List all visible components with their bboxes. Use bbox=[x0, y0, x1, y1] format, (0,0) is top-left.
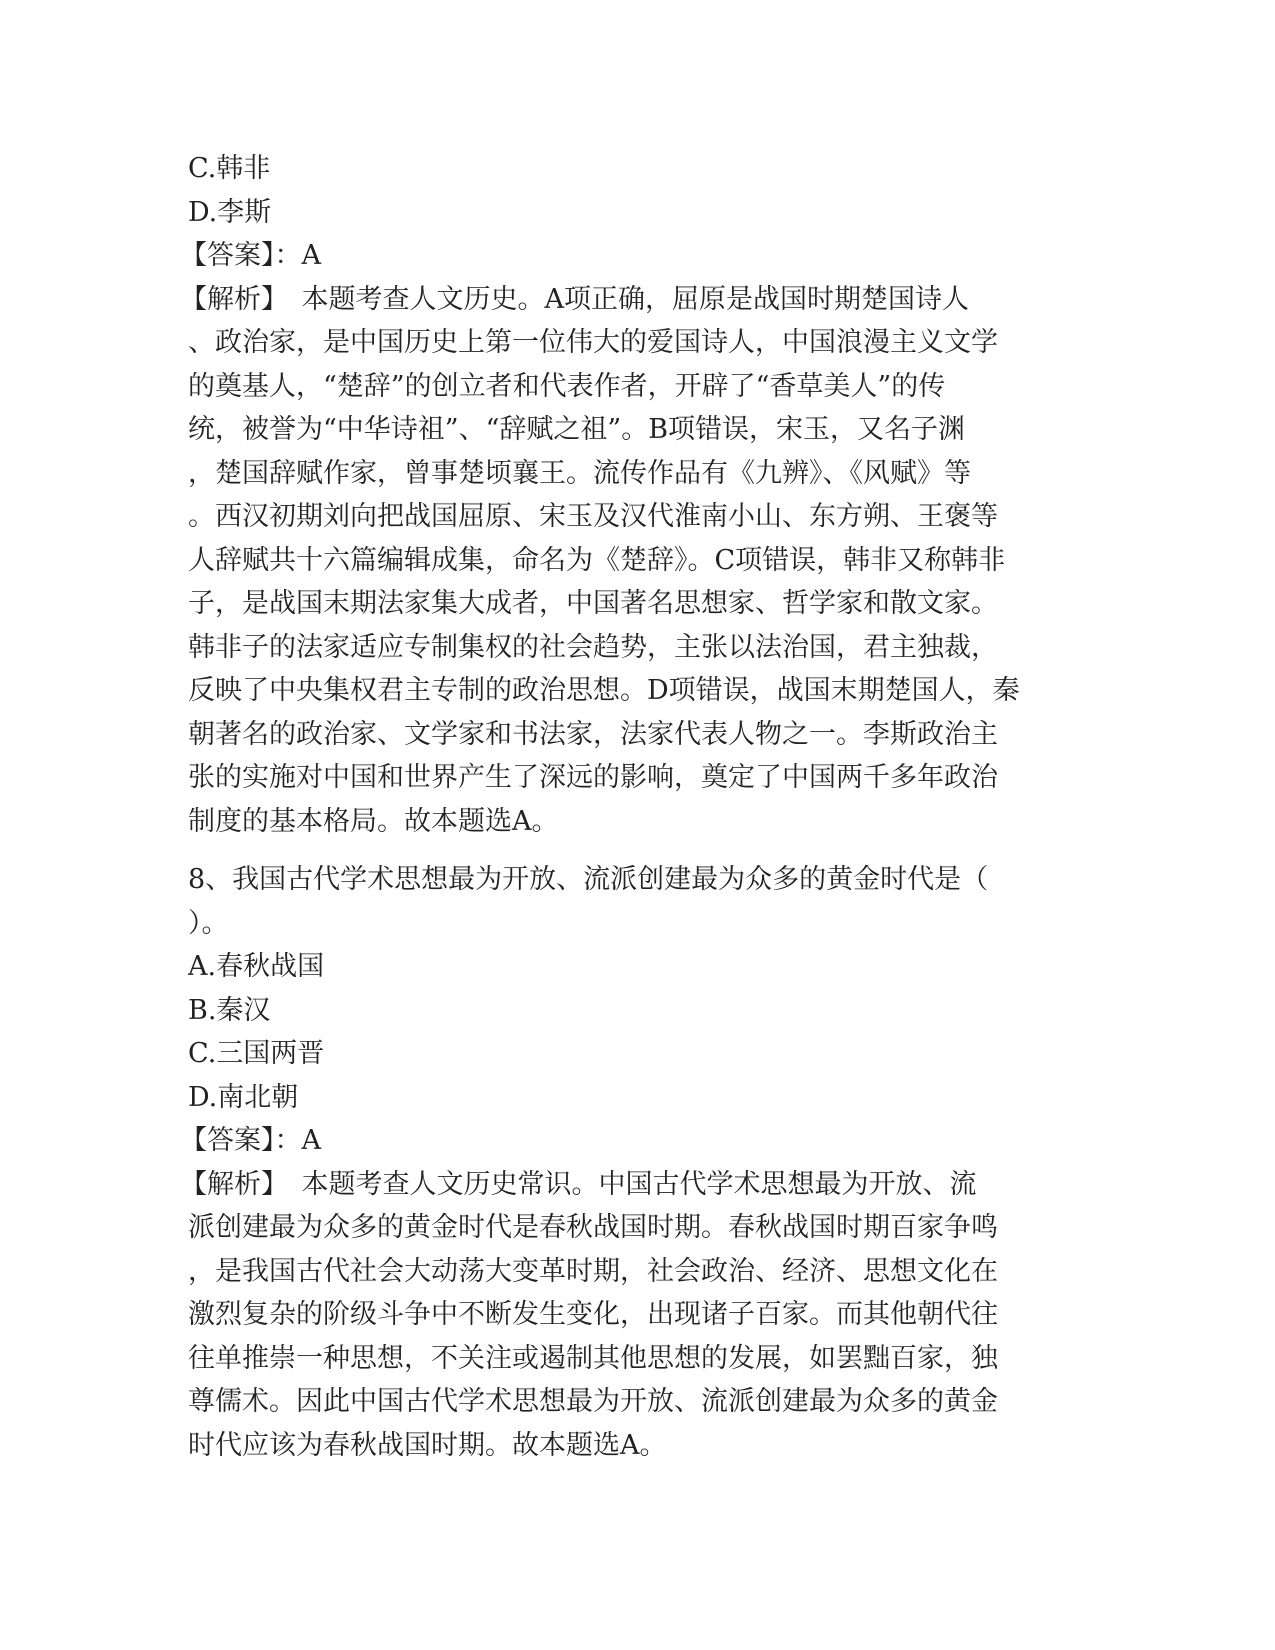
q8-explanation-line: 往单推崇一种思想，不关注或遏制其他思想的发展，如罢黜百家，独 bbox=[188, 1342, 998, 1374]
q7-explanation-line: 反映了中央集权君主专制的政治思想。D项错误，战国末期楚国人，秦 bbox=[188, 675, 1020, 706]
q8-explanation-line: 激烈复杂的阶级斗争中不断发生变化，出现诸子百家。而其他朝代往 bbox=[188, 1299, 998, 1330]
q7-explanation-line: 统，被誉为“中华诗祖”、“辞赋之祖”。B项错误，宋玉，又名子渊 bbox=[188, 414, 966, 445]
q7-explanation-line: 张的实施对中国和世界产生了深远的影响，奠定了中国两千多年政治 bbox=[188, 762, 998, 793]
q7-explanation-line: 朝著名的政治家、文学家和书法家，法家代表人物之一。李斯政治主 bbox=[188, 718, 998, 750]
q8-explanation-line: ，是我国古代社会大动荡大变革时期，社会政治、经济、思想文化在 bbox=[188, 1255, 998, 1287]
q8-option-b: B.秦汉 bbox=[188, 994, 271, 1026]
q7-option-d: D.李斯 bbox=[188, 196, 272, 228]
page-content bbox=[180, 147, 1088, 1467]
q7-explanation-line: 制度的基本格局。故本题选A。 bbox=[188, 805, 559, 837]
q8-answer: 【答案】：A bbox=[180, 1125, 321, 1156]
q7-explanation-line: 子，是战国末期法家集大成者，中国著名思想家、哲学家和散文家。 bbox=[188, 588, 998, 619]
q7-option-c: C.韩非 bbox=[188, 153, 271, 184]
q8-option-a: A.春秋战国 bbox=[188, 951, 325, 982]
q8-option-d: D.南北朝 bbox=[188, 1081, 299, 1113]
q8-explanation-line: 时代应该为春秋战国时期。故本题选A。 bbox=[188, 1429, 667, 1461]
q7-explanation-line: 人辞赋共十六篇编辑成集，命名为《楚辞》。C项错误，韩非又称韩非 bbox=[188, 544, 1006, 576]
q7-explanation bbox=[180, 278, 1088, 844]
q7-explanation-line: ，楚国辞赋作家，曾事楚顷襄王。流传作品有《九辨》、《风赋》等 bbox=[188, 457, 971, 489]
q8-question-line: 8、我国古代学术思想最为开放、流派创建最为众多的黄金时代是（ bbox=[188, 864, 989, 895]
q7-explanation-line: 【解析】 本题考查人文历史。A项正确，屈原是战国时期楚国诗人 bbox=[180, 283, 969, 315]
q8-question-line: ）。 bbox=[188, 907, 229, 939]
q7-explanation-line: 、政治家，是中国历史上第一位伟大的爱国诗人，中国浪漫主义文学 bbox=[188, 327, 998, 358]
q8-option-c: C.三国两晋 bbox=[188, 1038, 325, 1069]
q7-explanation-line: 韩非子的法家适应专制集权的社会趋势，主张以法治国，君主独裁， bbox=[188, 631, 998, 663]
q8-explanation-line: 【解析】 本题考查人文历史常识。中国古代学术思想最为开放、流 bbox=[180, 1168, 977, 1200]
q8-explanation-line: 派创建最为众多的黄金时代是春秋战国时期。春秋战国时期百家争鸣 bbox=[188, 1212, 998, 1243]
q7-answer: 【答案】：A bbox=[180, 240, 321, 271]
question-gap bbox=[188, 843, 1088, 858]
q8-question bbox=[188, 858, 1088, 945]
q8-explanation-line: 尊儒术。因此中国古代学术思想最为开放、流派创建最为众多的黄金 bbox=[188, 1386, 998, 1417]
q7-explanation-line: 的奠基人，“楚辞”的创立者和代表作者，开辟了“香草美人”的传 bbox=[188, 370, 946, 402]
q8-explanation bbox=[180, 1163, 1088, 1468]
q7-explanation-line: 。西汉初期刘向把战国屈原、宋玉及汉代淮南小山、东方朔、王褒等 bbox=[188, 501, 998, 532]
